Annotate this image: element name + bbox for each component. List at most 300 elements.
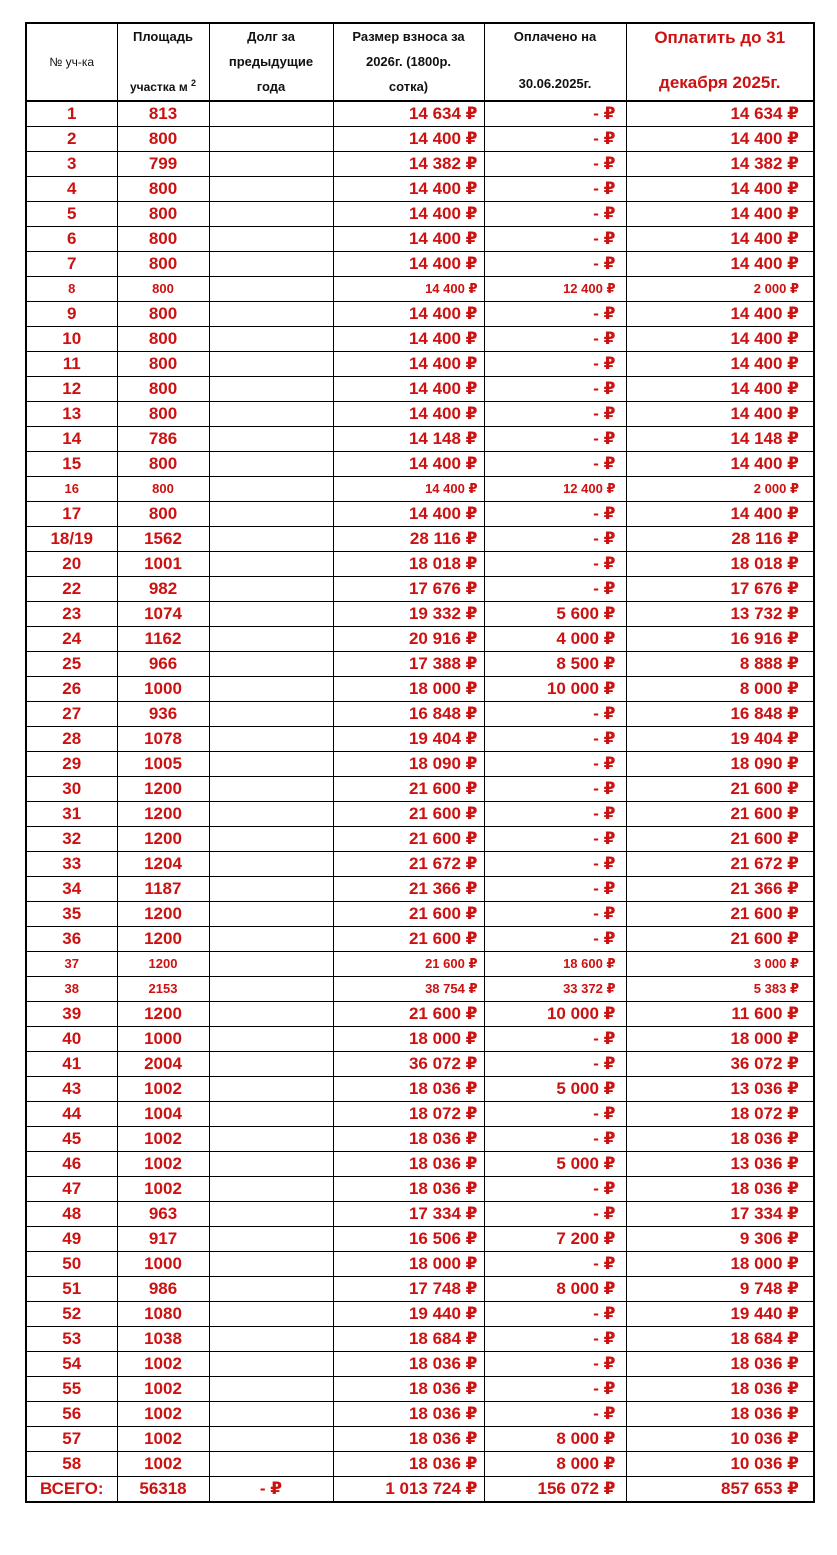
paid-cell: - ₽ <box>484 1127 626 1152</box>
plot-area-cell: 800 <box>117 452 209 477</box>
previous-debt-cell <box>209 927 333 952</box>
fee-cell: 21 600 ₽ <box>333 902 484 927</box>
total-fee: 1 013 724 ₽ <box>333 1477 484 1503</box>
fee-cell: 18 036 ₽ <box>333 1452 484 1477</box>
paid-cell: - ₽ <box>484 1327 626 1352</box>
paid-cell: - ₽ <box>484 227 626 252</box>
fee-cell: 18 036 ₽ <box>333 1352 484 1377</box>
fee-cell: 14 400 ₽ <box>333 502 484 527</box>
due-cell: 28 116 ₽ <box>626 527 814 552</box>
due-cell: 21 600 ₽ <box>626 927 814 952</box>
previous-debt-cell <box>209 577 333 602</box>
previous-debt-cell <box>209 1252 333 1277</box>
table-row <box>26 1102 814 1127</box>
table-row <box>26 1127 814 1152</box>
previous-debt-cell <box>209 1052 333 1077</box>
previous-debt-cell <box>209 1352 333 1377</box>
header-paid-line2: 30.06.2025г. <box>518 76 592 91</box>
previous-debt-cell <box>209 502 333 527</box>
previous-debt-cell <box>209 1452 333 1477</box>
paid-cell: 5 000 ₽ <box>484 1152 626 1177</box>
table-row <box>26 202 814 227</box>
due-cell: 8 888 ₽ <box>626 652 814 677</box>
plot-area-cell: 1200 <box>117 777 209 802</box>
plot-area-cell: 1562 <box>117 527 209 552</box>
plot-area-cell: 1002 <box>117 1077 209 1102</box>
header-debt-line1: Долг за <box>247 29 295 44</box>
due-cell: 18 036 ₽ <box>626 1377 814 1402</box>
paid-cell: - ₽ <box>484 1352 626 1377</box>
plot-area-cell: 799 <box>117 152 209 177</box>
due-cell: 18 036 ₽ <box>626 1127 814 1152</box>
previous-debt-cell <box>209 127 333 152</box>
plot-number-cell: 31 <box>26 802 117 827</box>
paid-cell: - ₽ <box>484 152 626 177</box>
plot-number-cell: 24 <box>26 627 117 652</box>
table-row <box>26 1327 814 1352</box>
plot-area-cell: 1074 <box>117 602 209 627</box>
table-row <box>26 177 814 202</box>
paid-cell: - ₽ <box>484 852 626 877</box>
table-row <box>26 1427 814 1452</box>
plot-number-cell: 38 <box>26 977 117 1002</box>
fees-table <box>25 22 815 1503</box>
plot-number-cell: 37 <box>26 952 117 977</box>
due-cell: 11 600 ₽ <box>626 1002 814 1027</box>
due-cell: 21 600 ₽ <box>626 827 814 852</box>
due-cell: 3 000 ₽ <box>626 952 814 977</box>
due-cell: 10 036 ₽ <box>626 1452 814 1477</box>
plot-area-cell: 1200 <box>117 902 209 927</box>
table-row <box>26 302 814 327</box>
fee-cell: 18 036 ₽ <box>333 1077 484 1102</box>
previous-debt-cell <box>209 777 333 802</box>
table-row <box>26 1452 814 1477</box>
plot-number-cell: 33 <box>26 852 117 877</box>
previous-debt-cell <box>209 877 333 902</box>
header-due <box>626 23 814 101</box>
plot-area-cell: 966 <box>117 652 209 677</box>
paid-cell: - ₽ <box>484 927 626 952</box>
due-cell: 19 404 ₽ <box>626 727 814 752</box>
table-row <box>26 477 814 502</box>
table-row <box>26 101 814 127</box>
table-row <box>26 677 814 702</box>
fee-cell: 14 382 ₽ <box>333 152 484 177</box>
due-cell: 9 748 ₽ <box>626 1277 814 1302</box>
previous-debt-cell <box>209 902 333 927</box>
table-row <box>26 802 814 827</box>
plot-number-cell: 55 <box>26 1377 117 1402</box>
paid-cell: 8 000 ₽ <box>484 1452 626 1477</box>
table-row <box>26 527 814 552</box>
table-row <box>26 1027 814 1052</box>
plot-area-cell: 1005 <box>117 752 209 777</box>
header-due-line1: Оплатить до 31 <box>654 28 786 47</box>
plot-area-cell: 1002 <box>117 1177 209 1202</box>
plot-number-cell: 17 <box>26 502 117 527</box>
paid-cell: 10 000 ₽ <box>484 1002 626 1027</box>
paid-cell: 18 600 ₽ <box>484 952 626 977</box>
previous-debt-cell <box>209 1102 333 1127</box>
plot-area-cell: 986 <box>117 1277 209 1302</box>
table-row <box>26 227 814 252</box>
table-row <box>26 927 814 952</box>
table-row <box>26 377 814 402</box>
plot-area-cell: 936 <box>117 702 209 727</box>
fee-cell: 20 916 ₽ <box>333 627 484 652</box>
plot-number-cell: 1 <box>26 101 117 127</box>
plot-area-cell: 1162 <box>117 627 209 652</box>
plot-number-cell: 41 <box>26 1052 117 1077</box>
plot-number-cell: 47 <box>26 1177 117 1202</box>
previous-debt-cell <box>209 1327 333 1352</box>
table-row <box>26 577 814 602</box>
due-cell: 18 018 ₽ <box>626 552 814 577</box>
fee-cell: 18 090 ₽ <box>333 752 484 777</box>
total-debt: - ₽ <box>209 1477 333 1503</box>
plot-area-cell: 813 <box>117 101 209 127</box>
due-cell: 2 000 ₽ <box>626 477 814 502</box>
plot-number-cell: 57 <box>26 1427 117 1452</box>
paid-cell: - ₽ <box>484 1252 626 1277</box>
plot-number-cell: 7 <box>26 252 117 277</box>
table-row <box>26 1077 814 1102</box>
table-row <box>26 152 814 177</box>
table-row <box>26 752 814 777</box>
paid-cell: - ₽ <box>484 127 626 152</box>
table-row <box>26 1352 814 1377</box>
plot-number-cell: 3 <box>26 152 117 177</box>
plot-area-cell: 1002 <box>117 1402 209 1427</box>
paid-cell: - ₽ <box>484 1302 626 1327</box>
previous-debt-cell <box>209 552 333 577</box>
due-cell: 13 036 ₽ <box>626 1077 814 1102</box>
header-plot-area <box>117 23 209 101</box>
plot-area-cell: 2004 <box>117 1052 209 1077</box>
plot-area-cell: 1200 <box>117 927 209 952</box>
previous-debt-cell <box>209 152 333 177</box>
previous-debt-cell <box>209 1077 333 1102</box>
table-row <box>26 952 814 977</box>
plot-area-cell: 800 <box>117 502 209 527</box>
plot-area-cell: 1080 <box>117 1302 209 1327</box>
plot-number-cell: 18/19 <box>26 527 117 552</box>
previous-debt-cell <box>209 1002 333 1027</box>
paid-cell: - ₽ <box>484 402 626 427</box>
plot-area-cell: 800 <box>117 377 209 402</box>
paid-cell: - ₽ <box>484 177 626 202</box>
plot-area-cell: 1001 <box>117 552 209 577</box>
fee-cell: 18 684 ₽ <box>333 1327 484 1352</box>
fee-cell: 21 600 ₽ <box>333 802 484 827</box>
previous-debt-cell <box>209 177 333 202</box>
paid-cell: - ₽ <box>484 252 626 277</box>
paid-cell: 4 000 ₽ <box>484 627 626 652</box>
fee-cell: 14 400 ₽ <box>333 452 484 477</box>
due-cell: 21 600 ₽ <box>626 802 814 827</box>
fee-cell: 14 400 ₽ <box>333 252 484 277</box>
header-area-sup: 2 <box>191 78 197 88</box>
paid-cell: 8 000 ₽ <box>484 1277 626 1302</box>
plot-area-cell: 1078 <box>117 727 209 752</box>
plot-area-cell: 2153 <box>117 977 209 1002</box>
previous-debt-cell <box>209 1202 333 1227</box>
previous-debt-cell <box>209 1402 333 1427</box>
due-cell: 36 072 ₽ <box>626 1052 814 1077</box>
paid-cell: - ₽ <box>484 327 626 352</box>
plot-number-cell: 12 <box>26 377 117 402</box>
paid-cell: 5 600 ₽ <box>484 602 626 627</box>
previous-debt-cell <box>209 852 333 877</box>
plot-number-cell: 15 <box>26 452 117 477</box>
plot-area-cell: 800 <box>117 127 209 152</box>
table-row <box>26 552 814 577</box>
paid-cell: - ₽ <box>484 101 626 127</box>
due-cell: 18 090 ₽ <box>626 752 814 777</box>
plot-number-cell: 4 <box>26 177 117 202</box>
plot-area-cell: 1000 <box>117 1252 209 1277</box>
plot-area-cell: 1000 <box>117 677 209 702</box>
previous-debt-cell <box>209 952 333 977</box>
plot-area-cell: 786 <box>117 427 209 452</box>
fee-cell: 18 000 ₽ <box>333 1252 484 1277</box>
total-label: ВСЕГО: <box>26 1477 117 1503</box>
table-row <box>26 1277 814 1302</box>
due-cell: 19 440 ₽ <box>626 1302 814 1327</box>
plot-number-cell: 2 <box>26 127 117 152</box>
total-paid: 156 072 ₽ <box>484 1477 626 1503</box>
previous-debt-cell <box>209 427 333 452</box>
paid-cell: - ₽ <box>484 502 626 527</box>
due-cell: 14 400 ₽ <box>626 327 814 352</box>
fee-cell: 14 400 ₽ <box>333 377 484 402</box>
plot-area-cell: 1200 <box>117 952 209 977</box>
table-row <box>26 702 814 727</box>
fee-cell: 14 400 ₽ <box>333 177 484 202</box>
table-row <box>26 1252 814 1277</box>
previous-debt-cell <box>209 977 333 1002</box>
due-cell: 13 732 ₽ <box>626 602 814 627</box>
header-fee-2026 <box>333 23 484 101</box>
due-cell: 10 036 ₽ <box>626 1427 814 1452</box>
fee-cell: 14 400 ₽ <box>333 277 484 302</box>
fee-cell: 14 400 ₽ <box>333 227 484 252</box>
header-previous-debt <box>209 23 333 101</box>
fee-cell: 18 000 ₽ <box>333 677 484 702</box>
previous-debt-cell <box>209 752 333 777</box>
fee-cell: 14 400 ₽ <box>333 127 484 152</box>
fee-cell: 36 072 ₽ <box>333 1052 484 1077</box>
fee-cell: 18 036 ₽ <box>333 1377 484 1402</box>
previous-debt-cell <box>209 1427 333 1452</box>
paid-cell: 5 000 ₽ <box>484 1077 626 1102</box>
totals-row <box>26 1477 814 1503</box>
table-row <box>26 402 814 427</box>
due-cell: 14 400 ₽ <box>626 502 814 527</box>
due-cell: 18 072 ₽ <box>626 1102 814 1127</box>
due-cell: 14 400 ₽ <box>626 177 814 202</box>
due-cell: 21 366 ₽ <box>626 877 814 902</box>
plot-number-cell: 26 <box>26 677 117 702</box>
fee-cell: 21 366 ₽ <box>333 877 484 902</box>
plot-number-cell: 23 <box>26 602 117 627</box>
table-row <box>26 452 814 477</box>
plot-area-cell: 1000 <box>117 1027 209 1052</box>
table-row <box>26 327 814 352</box>
plot-number-cell: 53 <box>26 1327 117 1352</box>
due-cell: 14 634 ₽ <box>626 101 814 127</box>
due-cell: 18 036 ₽ <box>626 1402 814 1427</box>
previous-debt-cell <box>209 202 333 227</box>
header-area-line2: участка м <box>129 80 188 94</box>
header-fee-line2: 2026г. (1800р. <box>365 54 452 69</box>
paid-cell: - ₽ <box>484 902 626 927</box>
paid-cell: - ₽ <box>484 1202 626 1227</box>
plot-area-cell: 917 <box>117 1227 209 1252</box>
plot-number-cell: 36 <box>26 927 117 952</box>
paid-cell: - ₽ <box>484 302 626 327</box>
table-row <box>26 352 814 377</box>
previous-debt-cell <box>209 1027 333 1052</box>
header-fee-line3: сотка) <box>388 79 429 94</box>
fee-cell: 19 440 ₽ <box>333 1302 484 1327</box>
fee-cell: 18 036 ₽ <box>333 1402 484 1427</box>
due-cell: 14 400 ₽ <box>626 402 814 427</box>
paid-cell: - ₽ <box>484 1052 626 1077</box>
table-row <box>26 502 814 527</box>
fee-cell: 21 600 ₽ <box>333 952 484 977</box>
plot-area-cell: 1002 <box>117 1127 209 1152</box>
fee-cell: 14 634 ₽ <box>333 101 484 127</box>
plot-area-cell: 1004 <box>117 1102 209 1127</box>
fee-cell: 19 404 ₽ <box>333 727 484 752</box>
table-row <box>26 1202 814 1227</box>
paid-cell: - ₽ <box>484 877 626 902</box>
plot-number-cell: 46 <box>26 1152 117 1177</box>
plot-area-cell: 800 <box>117 177 209 202</box>
paid-cell: - ₽ <box>484 727 626 752</box>
table-row <box>26 1002 814 1027</box>
plot-number-cell: 49 <box>26 1227 117 1252</box>
plot-area-cell: 1002 <box>117 1152 209 1177</box>
due-cell: 17 676 ₽ <box>626 577 814 602</box>
fee-cell: 18 000 ₽ <box>333 1027 484 1052</box>
plot-area-cell: 982 <box>117 577 209 602</box>
plot-area-cell: 800 <box>117 252 209 277</box>
paid-cell: - ₽ <box>484 352 626 377</box>
table-row <box>26 427 814 452</box>
table-row <box>26 602 814 627</box>
table-row <box>26 902 814 927</box>
due-cell: 9 306 ₽ <box>626 1227 814 1252</box>
plot-number-cell: 27 <box>26 702 117 727</box>
due-cell: 2 000 ₽ <box>626 277 814 302</box>
paid-cell: - ₽ <box>484 827 626 852</box>
table-row <box>26 1152 814 1177</box>
fee-cell: 14 400 ₽ <box>333 477 484 502</box>
due-cell: 14 400 ₽ <box>626 452 814 477</box>
due-cell: 18 000 ₽ <box>626 1027 814 1052</box>
previous-debt-cell <box>209 477 333 502</box>
plot-area-cell: 800 <box>117 277 209 302</box>
table-row <box>26 127 814 152</box>
fee-cell: 16 848 ₽ <box>333 702 484 727</box>
paid-cell: - ₽ <box>484 777 626 802</box>
table-row <box>26 1052 814 1077</box>
fee-cell: 21 600 ₽ <box>333 927 484 952</box>
fee-cell: 14 400 ₽ <box>333 352 484 377</box>
previous-debt-cell <box>209 227 333 252</box>
plot-area-cell: 800 <box>117 327 209 352</box>
plot-number-cell: 9 <box>26 302 117 327</box>
plot-number-cell: 43 <box>26 1077 117 1102</box>
plot-number-cell: 11 <box>26 352 117 377</box>
due-cell: 5 383 ₽ <box>626 977 814 1002</box>
total-due: 857 653 ₽ <box>626 1477 814 1503</box>
paid-cell: - ₽ <box>484 202 626 227</box>
previous-debt-cell <box>209 527 333 552</box>
paid-cell: - ₽ <box>484 1177 626 1202</box>
paid-cell: - ₽ <box>484 802 626 827</box>
plot-number-cell: 10 <box>26 327 117 352</box>
previous-debt-cell <box>209 802 333 827</box>
plot-area-cell: 800 <box>117 352 209 377</box>
previous-debt-cell <box>209 727 333 752</box>
previous-debt-cell <box>209 327 333 352</box>
plot-number-cell: 58 <box>26 1452 117 1477</box>
plot-number-cell: 56 <box>26 1402 117 1427</box>
table-row <box>26 1402 814 1427</box>
due-cell: 14 400 ₽ <box>626 377 814 402</box>
fee-cell: 17 388 ₽ <box>333 652 484 677</box>
fee-cell: 21 600 ₽ <box>333 827 484 852</box>
plot-area-cell: 800 <box>117 302 209 327</box>
fee-cell: 28 116 ₽ <box>333 527 484 552</box>
paid-cell: - ₽ <box>484 427 626 452</box>
plot-area-cell: 1200 <box>117 827 209 852</box>
due-cell: 14 400 ₽ <box>626 352 814 377</box>
due-cell: 14 400 ₽ <box>626 252 814 277</box>
previous-debt-cell <box>209 101 333 127</box>
fee-cell: 19 332 ₽ <box>333 602 484 627</box>
paid-cell: 8 000 ₽ <box>484 1427 626 1452</box>
due-cell: 16 916 ₽ <box>626 627 814 652</box>
plot-number-cell: 25 <box>26 652 117 677</box>
previous-debt-cell <box>209 352 333 377</box>
fee-cell: 18 036 ₽ <box>333 1152 484 1177</box>
paid-cell: 7 200 ₽ <box>484 1227 626 1252</box>
table-header-row <box>26 23 814 101</box>
plot-number-cell: 20 <box>26 552 117 577</box>
plot-area-cell: 1002 <box>117 1452 209 1477</box>
fee-cell: 16 506 ₽ <box>333 1227 484 1252</box>
fee-cell: 14 400 ₽ <box>333 302 484 327</box>
table-row <box>26 652 814 677</box>
plot-number-cell: 45 <box>26 1127 117 1152</box>
plot-number-cell: 28 <box>26 727 117 752</box>
plot-number-cell: 16 <box>26 477 117 502</box>
plot-area-cell: 800 <box>117 477 209 502</box>
due-cell: 14 400 ₽ <box>626 302 814 327</box>
header-fee-line1: Размер взноса за <box>352 29 465 44</box>
due-cell: 13 036 ₽ <box>626 1152 814 1177</box>
previous-debt-cell <box>209 402 333 427</box>
previous-debt-cell <box>209 702 333 727</box>
plot-area-cell: 800 <box>117 202 209 227</box>
due-cell: 18 036 ₽ <box>626 1352 814 1377</box>
previous-debt-cell <box>209 602 333 627</box>
